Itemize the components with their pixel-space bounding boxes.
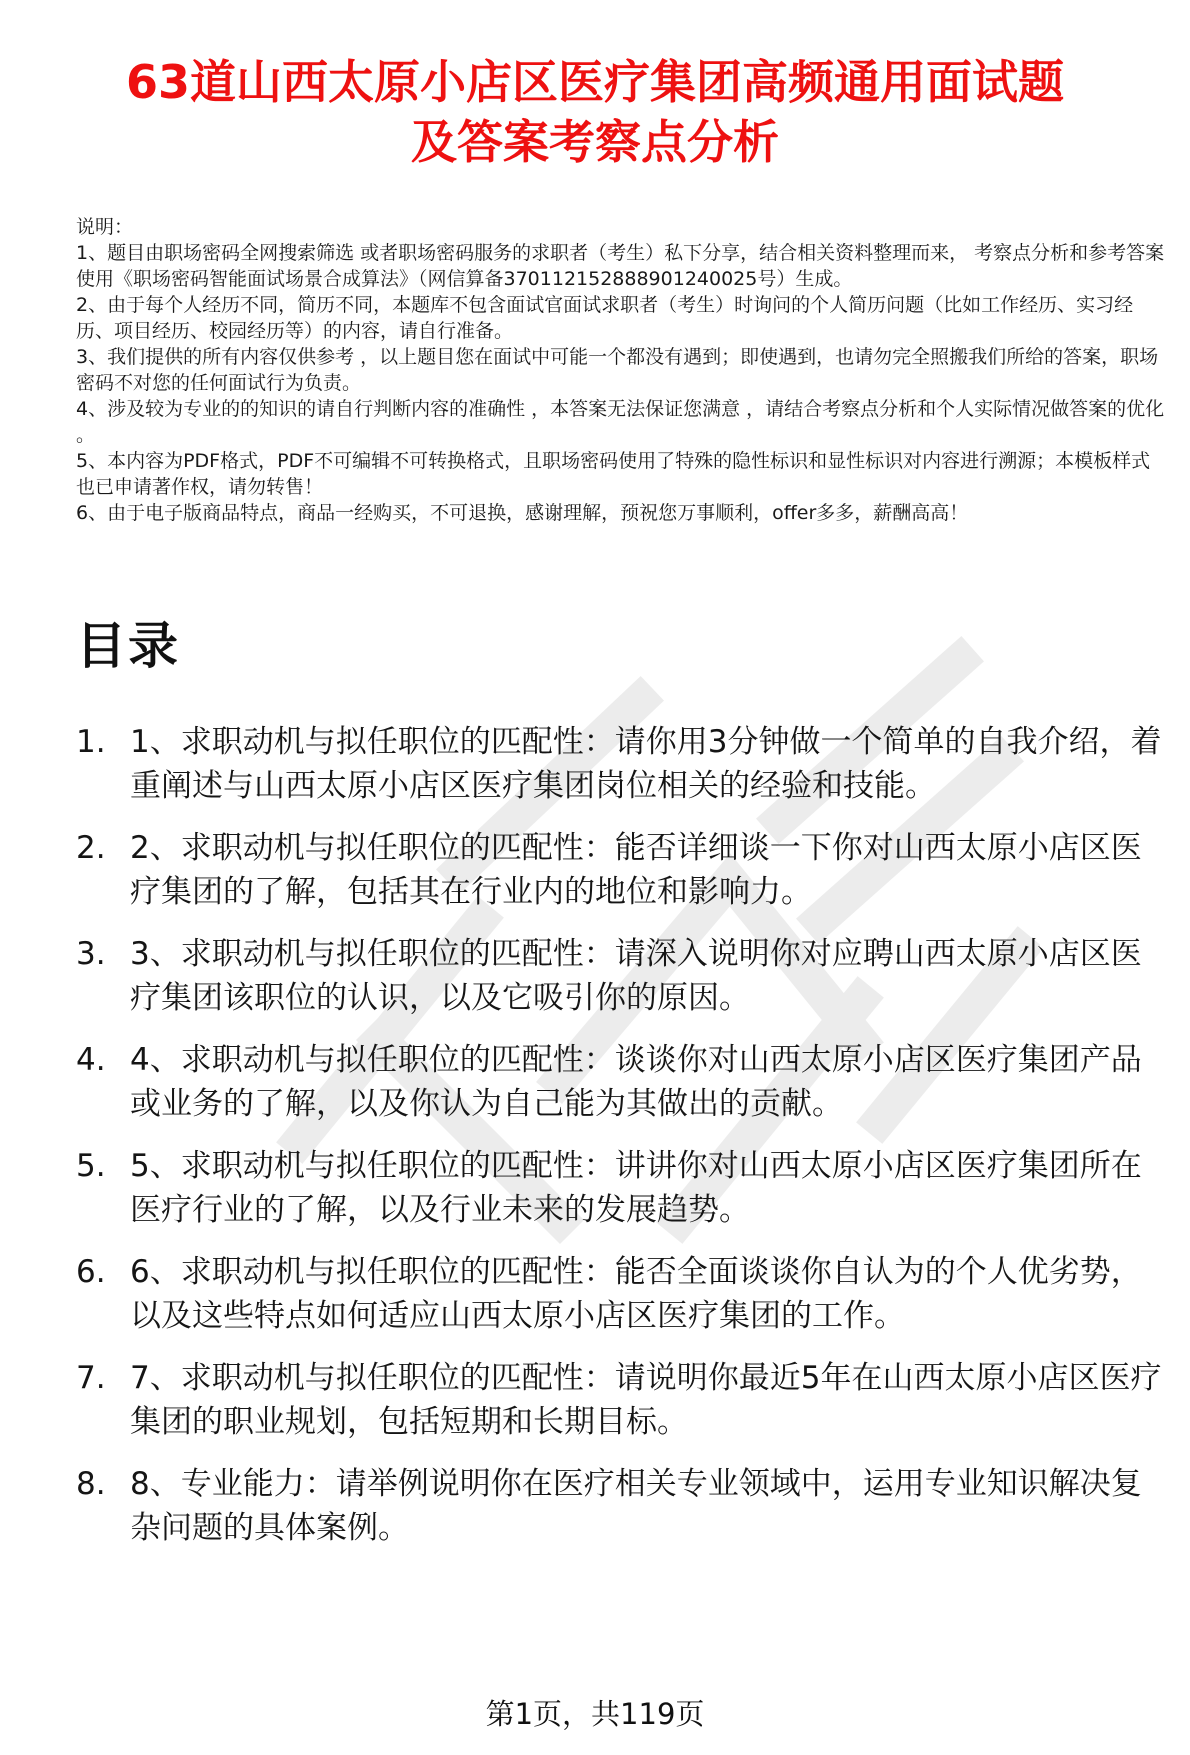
page-footer: 第1页，共119页 [485, 1697, 705, 1731]
toc-item-text[interactable]: 1、求职动机与拟任职位的匹配性：请你用3分钟做一个简单的自我介绍，着重阐述与山西太原小店区医疗集团岗位相关的经验和技能。 [130, 724, 1162, 804]
toc-item-number: 6. [76, 1254, 106, 1290]
toc-item-number: 2. [76, 830, 106, 866]
title-line-2: 及答案考察点分析 [411, 115, 779, 169]
toc-item-text[interactable]: 4、求职动机与拟任职位的匹配性：谈谈你对山西太原小店区医疗集团产品或业务的了解，以及你认为自己能为其做出的贡献。 [130, 1042, 1142, 1122]
toc-item-number: 8. [76, 1466, 106, 1502]
toc-item-text[interactable]: 5、求职动机与拟任职位的匹配性：讲讲你对山西太原小店区医疗集团所在医疗行业的了解，以及行业未来的发展趋势。 [130, 1148, 1142, 1228]
toc-item[interactable] [76, 932, 1166, 1020]
note-item: 3、我们提供的所有内容仅供参考 ，以上题目您在面试中可能一个都没有遇到；即使遇到，也请勿完全照搬我们所给的答案，职场密码不对您的任何面试行为负责。 [76, 346, 1159, 394]
note-item: 4、涉及较为专业的的知识的请自行判断内容的准确性 ，本答案无法保证您满意 ，请结合考察点分析和个人实际情况做答案的优化 。 [76, 398, 1165, 446]
document-title [60, 52, 1130, 172]
toc-item-number: 1. [76, 724, 106, 760]
toc-item-text[interactable]: 2、求职动机与拟任职位的匹配性：能否详细谈一下你对山西太原小店区医疗集团的了解，包括其在行业内的地位和影响力。 [130, 830, 1142, 910]
note-item: 5、本内容为PDF格式，PDF不可编辑不可转换格式，且职场密码使用了特殊的隐性标识和显性标识对内容进行溯源；本模板样式也已申请著作权，请勿转售！ [76, 450, 1151, 498]
notes-section [76, 214, 1166, 526]
toc-item-number: 3. [76, 936, 106, 972]
toc-item-number: 4. [76, 1042, 106, 1078]
title-line-1: 63道山西太原小店区医疗集团高频通用面试题 [125, 55, 1064, 109]
toc-item[interactable] [76, 1144, 1166, 1232]
toc-item-text[interactable]: 8、专业能力：请举例说明你在医疗相关专业领域中，运用专业知识解决复杂问题的具体案例。 [130, 1466, 1142, 1546]
toc-item-text[interactable]: 6、求职动机与拟任职位的匹配性：能否全面谈谈你自认为的个人优劣势，以及这些特点如何适应山西太原小店区医疗集团的工作。 [130, 1254, 1142, 1334]
toc-item[interactable] [76, 1038, 1166, 1126]
toc-item-number: 5. [76, 1148, 106, 1184]
toc-item[interactable] [76, 1356, 1166, 1444]
toc-item[interactable] [76, 826, 1166, 914]
toc-item[interactable] [76, 1250, 1166, 1338]
note-item: 2、由于每个人经历不同，简历不同，本题库不包含面试官面试求职者（考生）时询问的个人简历问题（比如工作经历、实习经历、项目经历、校园经历等）的内容，请自行准备。 [76, 294, 1134, 342]
note-item: 1、题目由职场密码全网搜索筛选 或者职场密码服务的求职者（考生）私下分享，结合相关资料整理而来， 考察点分析和参考答案使用《职场密码智能面试场景合成算法》（网信算备370112152888901240025号）生成。 [76, 242, 1165, 290]
toc-item-number: 7. [76, 1360, 106, 1396]
note-item: 6、由于电子版商品特点，商品一经购买，不可退换，感谢理解，预祝您万事顺利，offer多多，薪酬高高！ [76, 502, 969, 524]
notes-label: 说明： [76, 216, 134, 238]
toc-list [76, 720, 1166, 1568]
toc-item[interactable] [76, 720, 1166, 808]
toc-heading: 目录 [76, 617, 180, 675]
toc-item-text[interactable]: 3、求职动机与拟任职位的匹配性：请深入说明你对应聘山西太原小店区医疗集团该职位的认识，以及它吸引你的原因。 [130, 936, 1142, 1016]
toc-item[interactable] [76, 1462, 1166, 1550]
toc-item-text[interactable]: 7、求职动机与拟任职位的匹配性：请说明你最近5年在山西太原小店区医疗集团的职业规划，包括短期和长期目标。 [130, 1360, 1162, 1440]
